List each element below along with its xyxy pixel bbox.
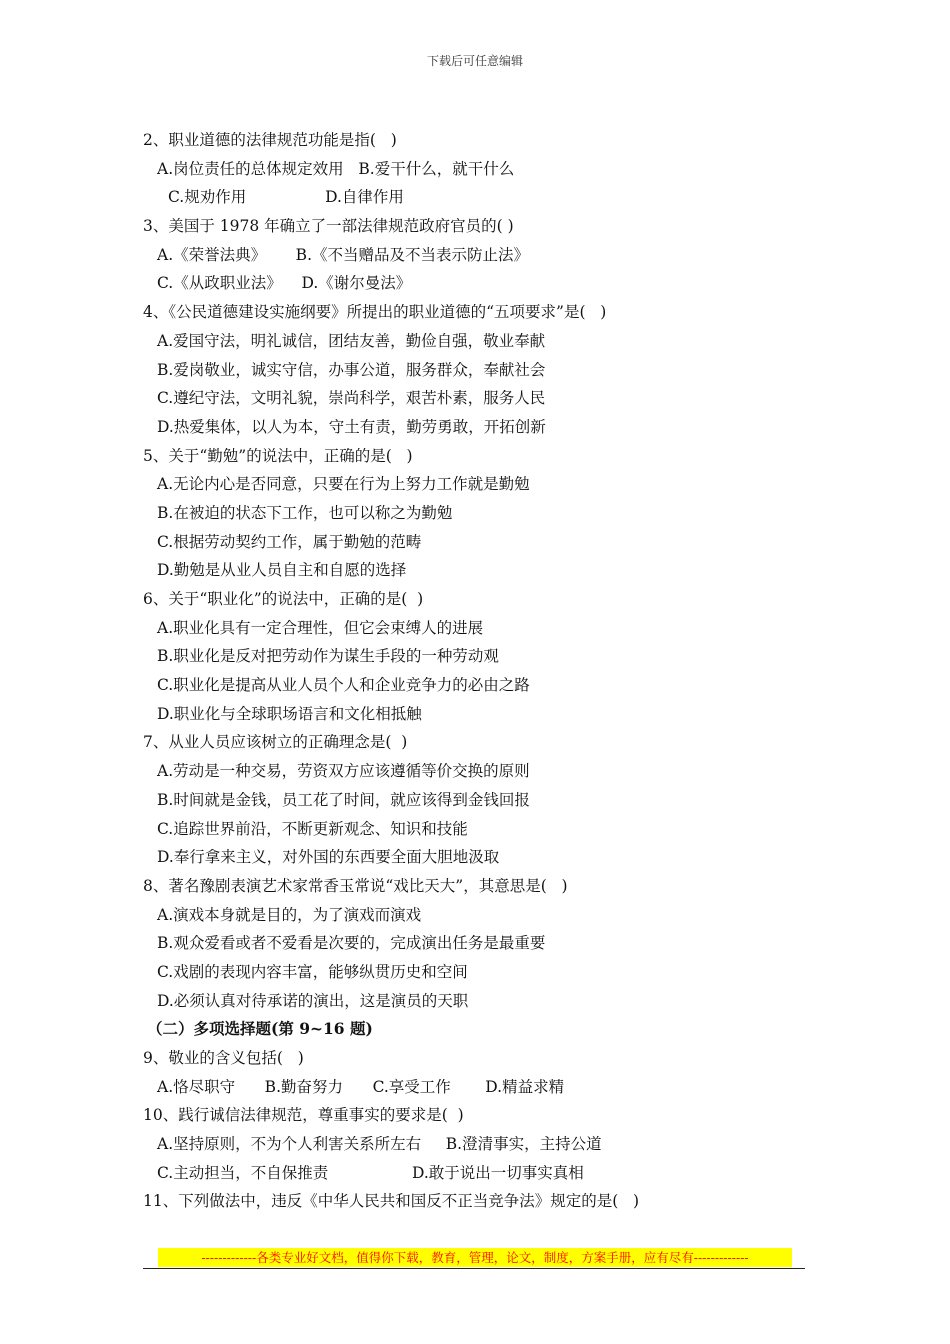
option-line: D.职业化与全球职场语言和文化相抵触 — [157, 704, 422, 723]
option-line: C.职业化是提高从业人员个人和企业竞争力的必由之路 — [157, 676, 530, 695]
footer-banner: -------------各类专业好文档，值得你下载，教育，管理，论文，制度，方案手册，应有尽有------------- — [158, 1248, 792, 1267]
option-line: B.爱岗敬业，诚实守信，办事公道，服务群众，奉献社会 — [157, 360, 546, 379]
option-line: A.《荣誉法典》 B.《不当赠品及不当表示防止法》 — [157, 245, 530, 264]
option-line: C.规劝作用 D.自律作用 — [168, 188, 404, 207]
question-line: 10、践行诚信法律规范，尊重事实的要求是( ) — [143, 1106, 464, 1125]
option-line: C.遵纪守法，文明礼貌，崇尚科学，艰苦朴素，服务人民 — [157, 389, 546, 408]
question-line: 4、《公民道德建设实施纲要》所提出的职业道德的“五项要求”是( ) — [143, 303, 607, 322]
question-line: 11、下列做法中，违反《中华人民共和国反不正当竞争法》规定的是( ) — [143, 1192, 640, 1211]
section-heading: （二）多项选择题(第 9~16 题) — [147, 1019, 373, 1039]
option-line: B.在被迫的状态下工作，也可以称之为勤勉 — [157, 503, 453, 522]
option-line: B.观众爱看或者不爱看是次要的，完成演出任务是最重要 — [157, 934, 546, 953]
question-line: 9、敬业的含义包括( ) — [143, 1049, 304, 1067]
option-line: C.戏剧的表现内容丰富，能够纵贯历史和空间 — [157, 962, 468, 981]
option-line: D.奉行拿来主义，对外国的东西要全面大胆地汲取 — [157, 848, 500, 867]
question-line: 6、关于“职业化”的说法中，正确的是( ) — [143, 590, 424, 608]
question-line: 8、著名豫剧表演艺术家常香玉常说“戏比天大”，其意思是( ) — [143, 876, 568, 895]
page-header: 下载后可任意编辑 — [426, 54, 523, 68]
question-line: 7、从业人员应该树立的正确理念是( ) — [143, 733, 408, 752]
option-line: A.职业化具有一定合理性，但它会束缚人的进展 — [157, 618, 484, 637]
option-line: A.劳动是一种交易，劳资双方应该遵循等价交换的原则 — [157, 762, 530, 781]
option-line: A.无论内心是否同意，只要在行为上努力工作就是勤勉 — [157, 475, 530, 494]
question-line: 2、职业道德的法律规范功能是指( ) — [143, 131, 397, 149]
question-line: 3、美国于 1978 年确立了一部法律规范政府官员的( ) — [143, 217, 514, 236]
option-line: A.恪尽职守 B.勤奋努力 C.享受工作 D.精益求精 — [157, 1077, 565, 1096]
option-line: D.必须认真对待承诺的演出，这是演员的天职 — [157, 991, 469, 1010]
option-line: A.坚持原则，不为个人利害关系所左右 B.澄清事实，主持公道 — [157, 1135, 602, 1154]
option-line: B.职业化是反对把劳动作为谋生手段的一种劳动观 — [157, 647, 499, 666]
option-line: A.岗位责任的总体规定效用 B.爱干什么，就干什么 — [157, 159, 515, 178]
question-line: 5、关于“勤勉”的说法中，正确的是( ) — [143, 446, 413, 465]
document-body — [143, 126, 823, 1216]
footer-divider — [143, 1268, 805, 1269]
option-line: C.根据劳动契约工作，属于勤勉的范畴 — [157, 532, 422, 551]
option-line: D.勤勉是从业人员自主和自愿的选择 — [157, 561, 407, 580]
option-line: A.爱国守法，明礼诚信，团结友善，勤俭自强，敬业奉献 — [157, 331, 546, 350]
option-line: C.主动担当，不自保推责 D.敢于说出一切事实真相 — [157, 1163, 584, 1182]
option-line: C.《从政职业法》 D.《谢尔曼法》 — [157, 274, 412, 293]
option-line: D.热爱集体，以人为本，守土有责，勤劳勇敢，开拓创新 — [157, 417, 546, 436]
option-line: A.演戏本身就是目的，为了演戏而演戏 — [157, 905, 422, 924]
option-line: B.时间就是金钱，员工花了时间，就应该得到金钱回报 — [157, 790, 530, 809]
option-line: C.追踪世界前沿，不断更新观念、知识和技能 — [157, 819, 468, 838]
